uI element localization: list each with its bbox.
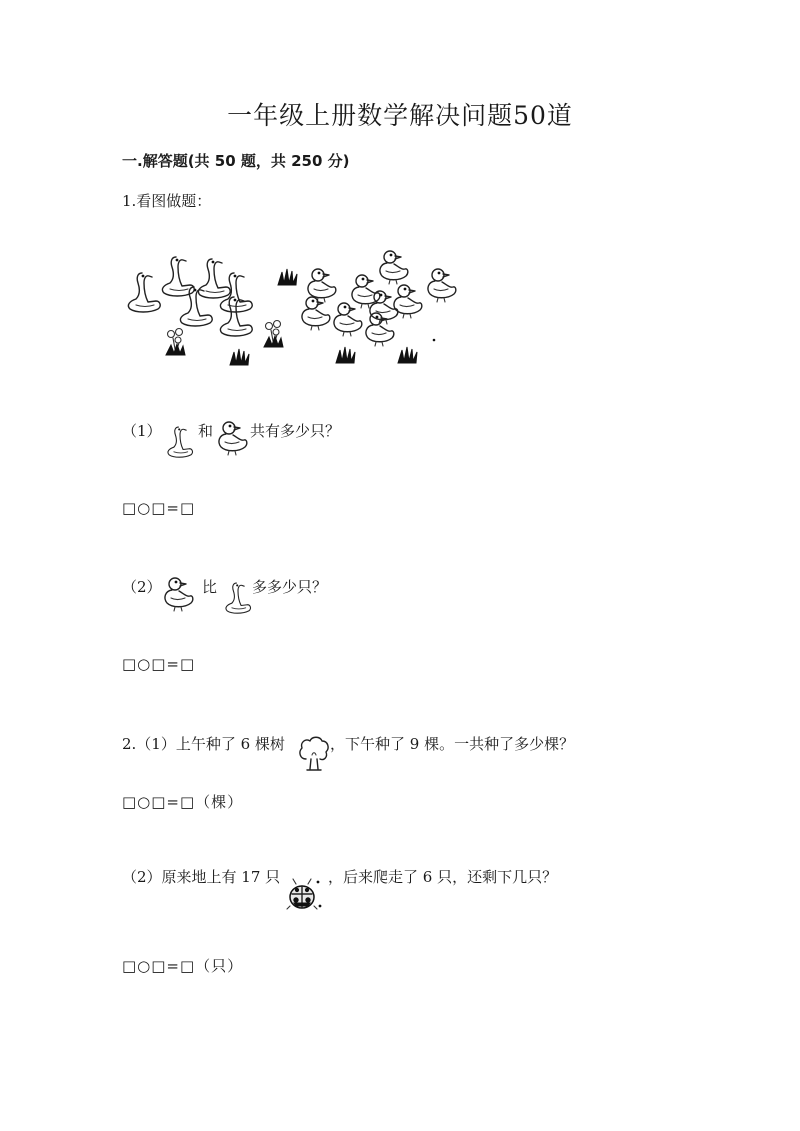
ladybug-icon <box>286 876 330 916</box>
goose-icon <box>128 273 160 312</box>
question-2-2-prefix: （2）原来地上有 17 只 <box>122 868 281 886</box>
goose-icon <box>220 580 256 614</box>
question-2-1 <box>122 731 602 775</box>
goose-icon <box>180 287 212 326</box>
goose-icon <box>162 424 198 458</box>
grass-icon <box>278 269 297 285</box>
question-1-1-suffix: 共有多少只？ <box>250 422 341 440</box>
question-1-1 <box>122 418 422 458</box>
grass-icon <box>336 347 355 363</box>
question-2-2-answer: □○□=□（只） <box>122 957 244 975</box>
question-1-2-prefix: （2） <box>122 578 162 596</box>
duck-icon <box>366 313 394 346</box>
grass-icon <box>398 347 417 363</box>
question-1-2-connector: 比 <box>202 578 218 596</box>
grass-icon <box>230 349 249 365</box>
duck-icon <box>162 574 196 614</box>
question-2-2 <box>122 864 602 916</box>
duck-icon <box>428 269 456 302</box>
question-2-1-answer: □○□=□（棵） <box>122 793 244 811</box>
question-1-1-connector: 和 <box>198 422 214 440</box>
tree-icon <box>298 735 330 773</box>
duck-icon <box>216 418 250 458</box>
goose-icon <box>198 259 230 298</box>
duck-icon <box>370 291 398 324</box>
duck-icon <box>334 303 362 336</box>
page-title: 一年级上册数学解决问题50道 <box>227 101 573 130</box>
question-2-2-suffix: ，后来爬走了 6 只，还剩下几只？ <box>328 868 558 886</box>
question-1-illustration <box>120 245 480 375</box>
flower-icon <box>166 329 185 356</box>
question-1-label: 1.看图做题： <box>122 192 212 210</box>
goose-icon <box>220 297 252 336</box>
question-1-2 <box>122 574 422 616</box>
question-1-1-prefix: （1） <box>122 422 162 440</box>
section-heading: 一.解答题(共 50 题，共 250 分) <box>122 152 350 170</box>
question-1-1-answer: □○□=□ <box>122 499 196 517</box>
question-2-1-suffix: ，下午种了 9 棵。一共种了多少棵？ <box>330 735 575 753</box>
question-1-2-answer: □○□=□ <box>122 655 196 673</box>
flower-icon <box>264 321 283 348</box>
question-1-2-suffix: 多多少只？ <box>252 578 328 596</box>
question-2-1-prefix: 2.（1）上午种了 6 棵树 <box>122 735 285 753</box>
duck-icon <box>302 297 330 330</box>
duck-icon <box>380 251 408 284</box>
